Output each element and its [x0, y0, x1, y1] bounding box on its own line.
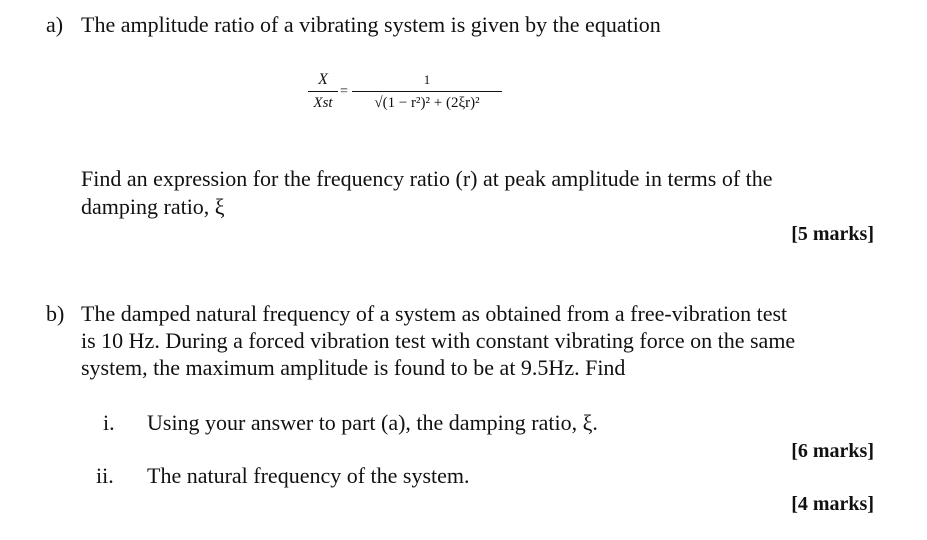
part-a-question-line1: Find an expression for the frequency ratio (r) at peak amplitude in terms of the: [81, 166, 773, 191]
part-a-question-line2: damping ratio, ξ: [81, 194, 225, 219]
equation-lhs-fraction-bar: [308, 91, 338, 92]
part-b-item-i-marks: [6 marks]: [791, 440, 874, 462]
part-b-item-i-label: i.: [103, 410, 115, 435]
equation-rhs-fraction-bar: [352, 91, 502, 92]
part-a-label: a): [46, 12, 64, 37]
part-b-item-i-text: Using your answer to part (a), the damping ratio, ξ.: [147, 410, 598, 435]
equation-rhs-denominator: √(1 − r²)² + (2ξr)²: [374, 95, 480, 111]
part-b-line3: system, the maximum amplitude is found to be at 9.5Hz. Find: [81, 355, 626, 380]
part-b-label: b): [46, 301, 65, 326]
equation-rhs-numerator: 1: [423, 72, 431, 87]
part-b-line1: The damped natural frequency of a system as obtained from a free-vibration test: [81, 301, 788, 326]
amplitude-ratio-equation: [308, 70, 508, 130]
equation-lhs-denominator: Xst: [313, 95, 333, 111]
part-a-marks: [5 marks]: [791, 223, 874, 245]
part-b-item-ii-marks: [4 marks]: [791, 493, 874, 515]
equation-lhs: [308, 70, 338, 113]
part-b-line2: is 10 Hz. During a forced vibration test with constant vibrating force on the same: [81, 328, 796, 353]
equation-rhs: [352, 70, 502, 113]
equation-equals-sign: =: [340, 84, 348, 99]
part-b-item-ii-text: The natural frequency of the system.: [147, 463, 470, 488]
equation-lhs-numerator: X: [318, 71, 328, 88]
part-a-intro: The amplitude ratio of a vibrating system is given by the equation: [81, 12, 661, 37]
part-b-item-ii-label: ii.: [96, 463, 114, 488]
